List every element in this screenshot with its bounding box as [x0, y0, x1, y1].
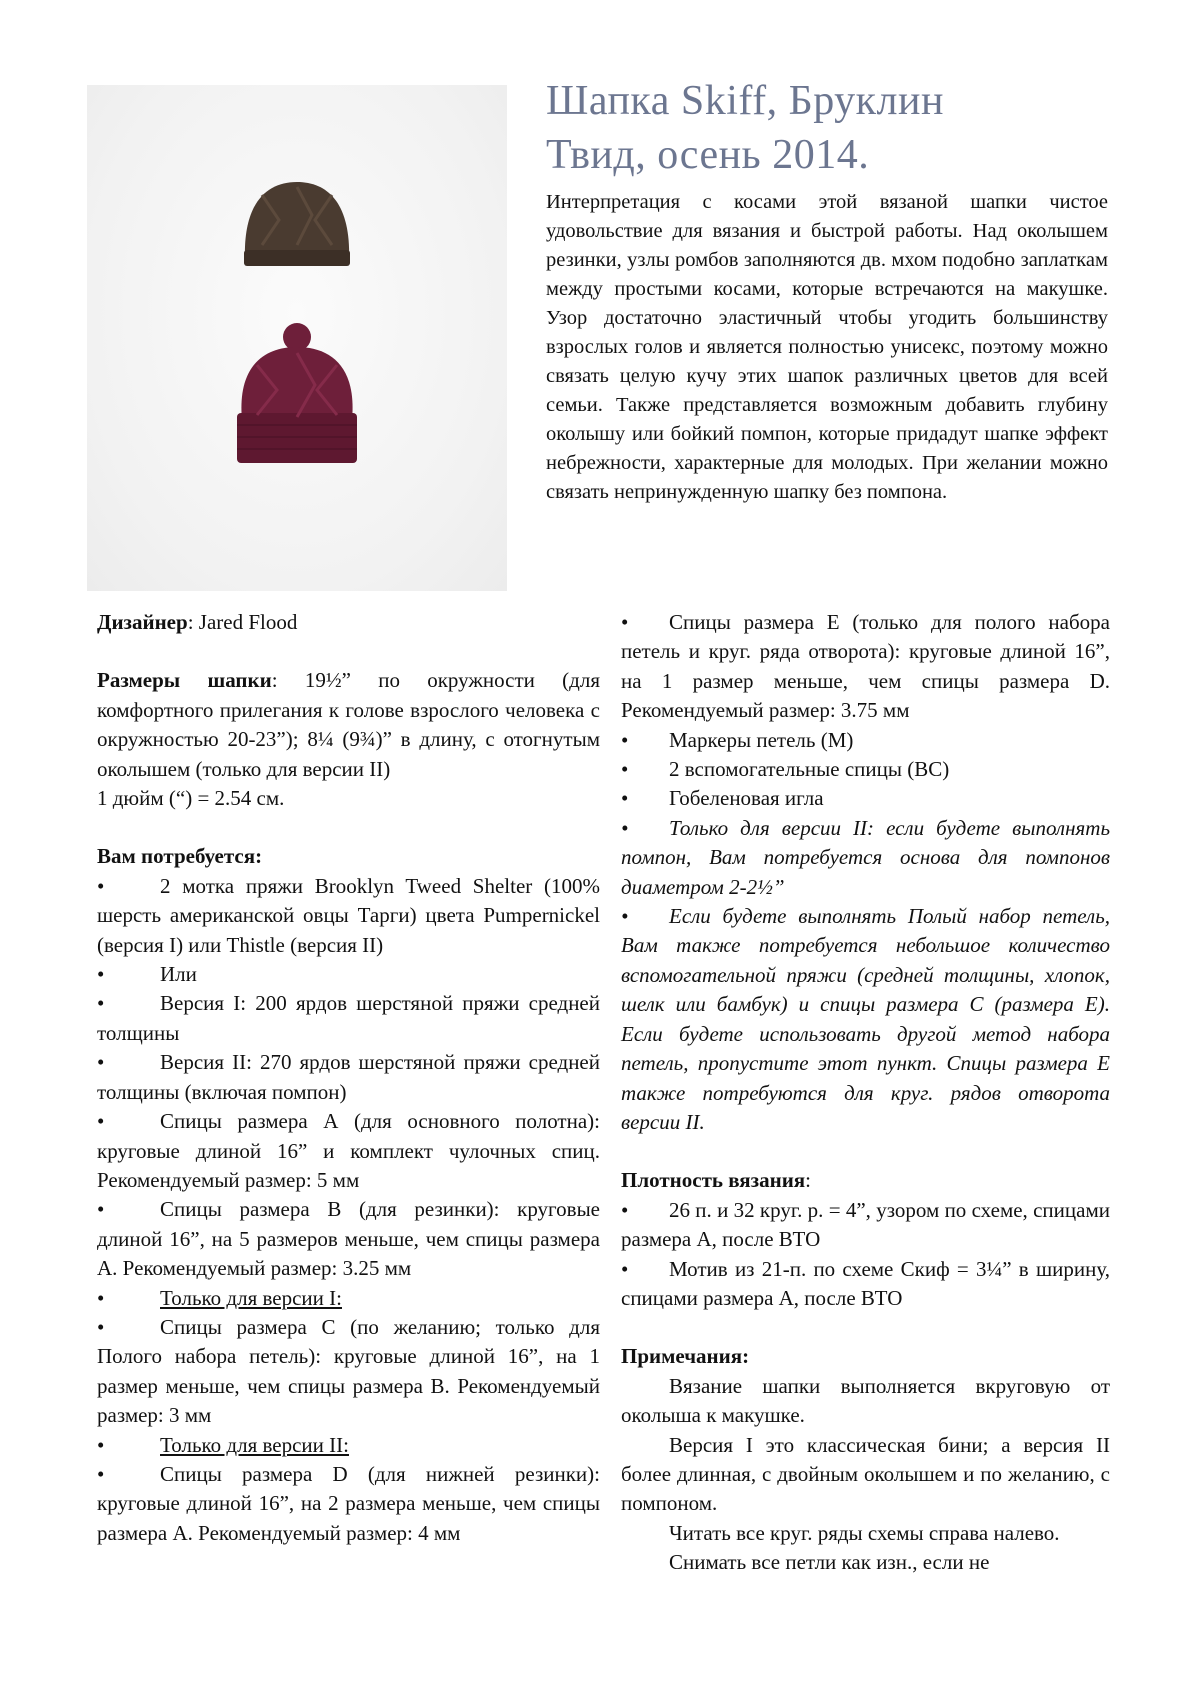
- designer-line: [97, 608, 600, 637]
- list-item: • Версия I: 200 ярдов шерстяной пряжи средней толщины: [97, 991, 600, 1045]
- list-item: • Или: [97, 962, 197, 987]
- designer-value: : Jared Flood: [187, 610, 298, 634]
- sizes-paragraph: [97, 666, 600, 784]
- list-item: • Спицы размера Е (только для полого набора петель и круг. ряда отворота): круговые длиной 16”, на 1 размер меньше, чем спицы размера D. Рекомендуемый размер: 3.75 мм: [621, 610, 1110, 723]
- inch-note: 1 дюйм (“) = 2.54 см.: [97, 786, 285, 811]
- list-item: • Только для версии II: если будете выполнять помпон, Вам потребуется основа для помпонов диаметром 2-2½”: [621, 815, 1110, 899]
- note-paragraph: Снимать все петли как изн., если не: [669, 1550, 990, 1575]
- list-item: • Спицы размера А (для основного полотна): круговые длиной 16” и комплект чулочных спиц. Рекомендуемый размер: 5 мм: [97, 1109, 600, 1192]
- right-column: [621, 608, 1110, 1578]
- pompom-image: [283, 323, 311, 351]
- list-item: • Версия II: 270 ярдов шерстяной пряжи средней толщины (включая помпон): [97, 1050, 600, 1104]
- left-column: [97, 608, 600, 1548]
- sizes-label: Размеры шапки: [97, 668, 272, 693]
- sizes-text: : 19½” по окружности (для комфортного прилегания к голове взрослого человека с окружностью 20-23”); 8¼ (9¾)” в длину, с отогнутым околышем (только для версии II): [97, 668, 600, 781]
- list-item: • Спицы размера D (для нижней резинки): круговые длиной 16”, на 2 размера меньше, чем спицы размера А. Рекомендуемый размер: 4 мм: [97, 1461, 600, 1545]
- note-paragraph: Читать все круг. ряды схемы справа налево.: [669, 1520, 1060, 1545]
- list-item: • 2 вспомогательные спицы (ВС): [621, 757, 950, 782]
- title-line-2: Твид, осень 2014.: [546, 132, 870, 178]
- title-line-1: Шапка Skiff, Бруклин: [546, 78, 944, 124]
- purple-hat-image: [237, 347, 357, 463]
- list-item: • 2 мотка пряжи Brooklyn Tweed Shelter (100% шерсть американской овцы Тарги) цвета Pumpernickel (версия I) или Thistle (версия II): [97, 873, 600, 957]
- list-item: • Маркеры петель (М): [621, 727, 854, 752]
- intro-paragraph: Интерпретация с косами этой вязаной шапки чистое удовольствие для вязания и быстрой работы. Над околышем резинки, узлы ромбов заполняются дв. мхом подобно заплаткам между простыми косами, которые встречаются на макушке. Узор достаточно эластичный чтобы угодить большинству взрослых голов и является полностью унисекс, поэтому можно связать целую кучу этих шапок различных цветов для всей семьи. Также представляется возможным добавить глубину околышу или бойкий помпон, которые придадут шапке эффект небрежности, характерные для молодых. При желании можно связать непринужденную шапку без помпона.: [546, 191, 1108, 503]
- list-item-version-1: • Только для версии I:: [97, 1285, 342, 1310]
- list-item: • Спицы размера С (по желанию; только для Полого набора петель): круговые длиной 16”, на 1 размер меньше, чем спицы размера В. Рекомендуемый размер: 3 мм: [97, 1314, 600, 1428]
- need-heading: Вам потребуется:: [97, 844, 263, 869]
- gauge-heading: Плотность вязания:: [621, 1168, 812, 1193]
- list-item: • Если будете выполнять Полый набор петель, Вам также потребуется небольшое количество вспомогательной пряжи (средней толщины, хлопок, шелк или бамбук) и спицы размера С (размера Е). Если будете использовать другой метод набора петель, пропустите этот пункт. Спицы размера Е также потребуются для круг. рядов отворота версии II.: [621, 904, 1110, 1134]
- designer-label: Дизайнер: [97, 610, 188, 634]
- hats-illustration: [87, 85, 507, 591]
- list-item: • Спицы размера В (для резинки): круговые длиной 16”, на 5 размеров меньше, чем спицы размера А. Рекомендуемый размер: 3.25 мм: [97, 1197, 600, 1281]
- gauge-item: • 26 п. и 32 круг. р. = 4”, узором по схеме, спицами размера А, после ВТО: [621, 1197, 1110, 1252]
- gauge-item: • Мотив из 21-п. по схеме Скиф = 3¼” в ширину, спицами размера А, после ВТО: [621, 1256, 1110, 1310]
- hats-photo: [87, 85, 507, 591]
- note-paragraph: Версия I это классическая бини; а версия II более длинная, с двойным околышем и по желанию, с помпоном.: [621, 1432, 1110, 1516]
- brown-beanie-image: [244, 182, 350, 266]
- list-item: • Гобеленовая игла: [621, 786, 824, 811]
- list-item-version-2: • Только для версии II:: [97, 1432, 349, 1457]
- page-title: [546, 74, 1146, 182]
- notes-heading: Примечания:: [621, 1344, 750, 1369]
- note-paragraph: Вязание шапки выполняется вкруговую от околыша к макушке.: [621, 1373, 1110, 1428]
